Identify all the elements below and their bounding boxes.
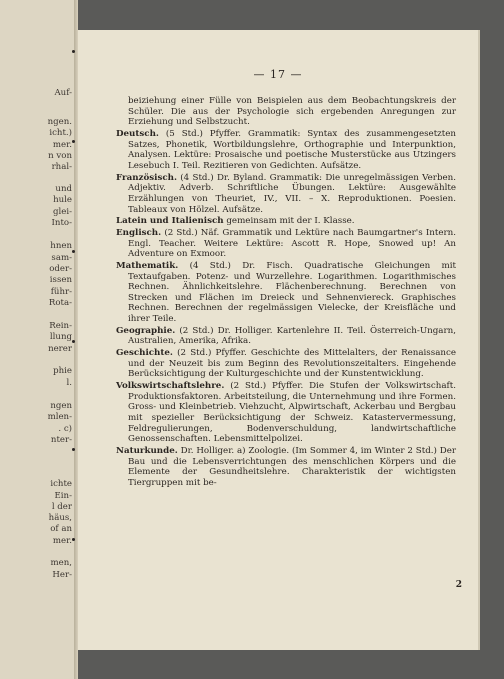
book-page <box>78 30 478 650</box>
paragraph-deutsch <box>116 129 456 172</box>
left-page-line: phie <box>53 366 72 376</box>
binding-hole-mark <box>72 448 75 451</box>
left-page-line: führ- <box>50 287 72 297</box>
left-page-line: of an <box>50 524 72 534</box>
subject-heading: Französisch. <box>116 172 177 183</box>
paragraph-englisch <box>116 228 456 260</box>
left-page-line: l. <box>66 378 72 388</box>
page-body <box>116 96 456 490</box>
paragraph-text: beiziehung einer Fülle von Beispielen aus dem Beobachtungskreis der Schüler. Die aus der Psychologie sich ergebenden Anregungen zur Erziehung und Selbstzucht. <box>128 96 456 128</box>
paragraph-text: (2 Std.) Dr. Holliger. Kartenlehre II. Teil. Österreich-Ungarn, Australien, Amerika, Afrika. <box>128 325 456 347</box>
paragraph-latein-italienisch <box>116 216 456 227</box>
left-page-line: Auf- <box>54 88 72 98</box>
left-page-line: hnen <box>50 241 72 251</box>
left-page-line: mlen- <box>47 412 72 422</box>
left-page-line: llung <box>49 332 72 342</box>
paragraph-geographie <box>116 326 456 347</box>
paragraph-text: Dr. Holliger. a) Zoologie. (Im Sommer 4, im Winter 2 Std.) Der Bau und die Lebensverrichtungen des menschlichen Körpers und die Elemente der Gesundheitslehre. Charakteristik der wichtigsten Tiergruppen mit be- <box>128 446 456 488</box>
paragraph-text: (4 Std.) Dr. Fisch. Quadratische Gleichungen mit Textaufgaben. Potenz- und Wurzellehre. Logarithmen. Logarithmisches Rechnen. Ähnlichkeitslehre. Flächenberechnung. Berechnen von Strecken und Flächen im Dreieck und Sehnenviereck. Graphisches Rechnen. Berechnen der regelmässigen Vielecke, der Kreisfläche und ihrer Teile. <box>128 260 456 325</box>
paragraph-naturkunde <box>116 446 456 489</box>
subject-heading: Latein und Italienisch <box>116 216 224 227</box>
binding-hole-mark <box>72 250 75 253</box>
left-page-line: hule <box>53 195 72 205</box>
left-page-line: Into- <box>51 218 72 228</box>
left-page-line: issen <box>49 275 72 285</box>
left-page-fragment <box>0 0 74 679</box>
left-page-line: l der <box>51 502 72 512</box>
left-page-line: Ein- <box>54 491 72 501</box>
binding-hole-mark <box>72 538 75 541</box>
left-page-line: ngen. <box>47 117 72 127</box>
page-number: — 17 — <box>253 68 303 81</box>
paragraph-volkswirtschaftslehre <box>116 381 456 445</box>
subject-heading: Deutsch. <box>116 128 159 139</box>
signature-mark: 2 <box>455 580 462 590</box>
paragraph-geschichte <box>116 348 456 380</box>
subject-heading: Mathematik. <box>116 260 179 271</box>
binding-hole-mark <box>72 340 75 343</box>
left-page-line: mer. <box>52 536 72 546</box>
left-page-line: mer. <box>52 140 72 150</box>
paragraph-text: (4 Std.) Dr. Byland. Grammatik: Die unregelmässigen Verben. Adjektiv. Adverb. Schriftliche Übungen. Lektüre: Ausgewählte Erzählungen von Theuriet, IV., VII. – X. Reproduktionen. Poesien. Tableaux von Hölzel. Aufsätze. <box>128 172 456 215</box>
left-page-line: ichte <box>50 479 72 489</box>
left-page-line: nerer <box>48 344 72 354</box>
left-page-line: Rein- <box>49 321 72 331</box>
paragraph-text: (2 Std.) Pfyffer. Die Stufen der Volkswirtschaft. Produktionsfaktoren. Arbeitsteilung, die Unternehmung und ihre Formen. Gross- und Kleinbetrieb. Viehzucht, Alpwirtschaft, Ackerbau und Bergbau mit spezieller Berücksichtigung der Schweiz. Katastervermessung, Feldregulierungen, Bodenverschuldung, landwirtschaftliche Genossenschaften. Lebensmittelpolizei. <box>128 381 456 445</box>
left-page-line: glei- <box>53 207 72 217</box>
subject-heading: Englisch. <box>116 227 162 238</box>
left-page-line: nter- <box>50 435 72 445</box>
left-page-line: n von <box>48 151 72 161</box>
paragraph-text: gemeinsam mit der I. Klasse. <box>223 216 355 227</box>
paragraph-text: (2 Std.) Pfyffer. Geschichte des Mittelalters, der Renaissance und der Neuzeit bis zum Beginn des Revolutionszeitalters. Eingehende Berücksichtigung der Kulturgeschichte und der Kunstentwicklung. <box>128 348 456 380</box>
left-page-line: . c) <box>58 424 72 434</box>
paragraph-franzoesisch <box>116 173 456 216</box>
binding-hole-mark <box>72 50 75 53</box>
subject-heading: Geographie. <box>116 325 176 336</box>
left-page-line: häus, <box>48 513 72 523</box>
left-page-line: ngen <box>50 401 72 411</box>
subject-heading: Volkswirtschaftslehre. <box>116 381 225 392</box>
paragraph-text: (2 Std.) Näf. Grammatik und Lektüre nach Baumgartner's Intern. Engl. Teacher. Weitere Lektüre: Ascott R. Hope, Snowed up! An Adventure on Exmoor. <box>128 227 456 260</box>
binding-hole-mark <box>72 140 75 143</box>
paragraph-text: (5 Std.) Pfyffer. Grammatik: Syntax des zusammengesetzten Satzes, Phonetik, Wortbildungslehre, Orthographie und Interpunktion, Analysen. Lektüre: Prosaische und poetische Musterstücke aus Utzingers Lesebuch I. Teil. Rezitieren von Gedichten. Aufsätze. <box>128 128 456 171</box>
left-page-line: oder- <box>49 264 72 274</box>
paragraph-continuation <box>116 96 456 128</box>
left-page-line: icht.) <box>49 128 72 138</box>
left-page-line: rhal- <box>51 162 72 172</box>
left-page-line: men, <box>50 558 72 568</box>
paragraph-mathematik <box>116 261 456 325</box>
left-page-line: Her- <box>52 570 72 580</box>
subject-heading: Naturkunde. <box>116 446 178 456</box>
subject-heading: Geschichte. <box>116 348 173 359</box>
left-page-line: sam- <box>51 253 72 263</box>
left-page-line: Rota- <box>48 298 72 308</box>
left-page-line: und <box>55 184 72 194</box>
